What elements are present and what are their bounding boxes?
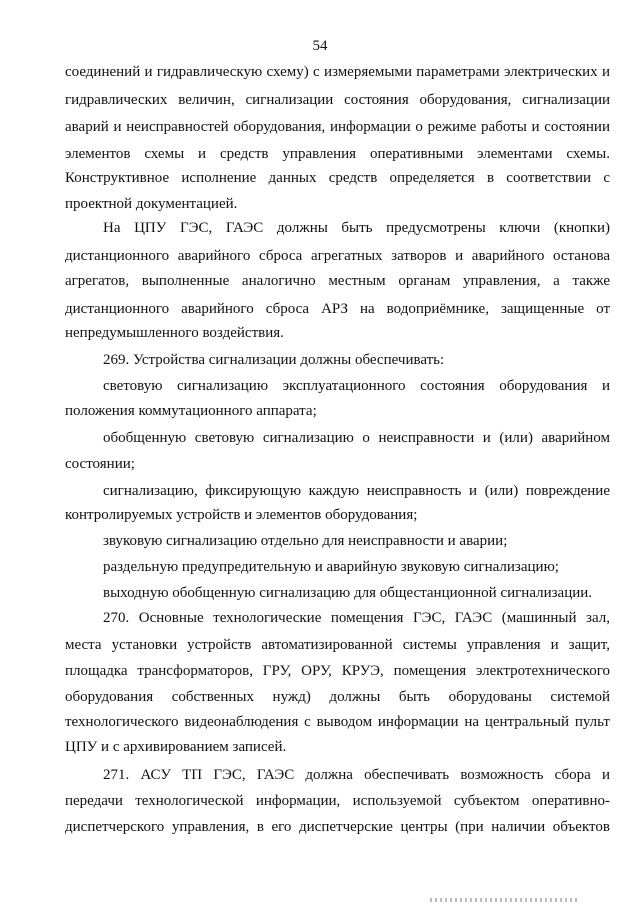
text-line: диспетчерского управления, в его диспетчерские центры (при наличии объектов: [65, 819, 610, 835]
page-number: 54: [312, 38, 328, 54]
text-line: выходную обобщенную сигнализацию для общестанционной сигнализации.: [103, 585, 593, 601]
text-line: дистанционного аварийного сброса АРЗ на водоприёмнике, защищенные от: [65, 301, 610, 317]
text-line: аварий и неисправностей оборудования, информации о режиме работы и состоянии: [65, 119, 610, 135]
text-line: гидравлических величин, сигнализации состояния оборудования, сигнализации: [65, 92, 610, 108]
text-line: непредумышленного воздействия.: [65, 325, 284, 341]
text-line: агрегатов, выполненные аналогично местным органам управления, а также: [65, 273, 610, 289]
text-line: передачи технологической информации, используемой субъектом оперативно-: [65, 793, 610, 809]
text-line: На ЦПУ ГЭС, ГАЭС должны быть предусмотрены ключи (кнопки): [103, 220, 610, 236]
text-line: дистанционного аварийного сброса агрегатных затворов и аварийного останова: [65, 248, 610, 264]
scan-edge-mark: [430, 898, 580, 902]
text-line: положения коммутационного аппарата;: [65, 403, 317, 419]
text-line: площадка трансформаторов, ГРУ, ОРУ, КРУЭ, помещения электротехнического: [65, 663, 610, 679]
text-line: технологического видеонаблюдения с выводом информации на центральный пульт: [65, 714, 610, 730]
text-line: 269. Устройства сигнализации должны обеспечивать:: [103, 352, 445, 368]
text-line: сигнализацию, фиксирующую каждую неисправность и (или) повреждение: [103, 483, 610, 499]
text-line: элементов схемы и средств управления оперативными элементами схемы.: [65, 146, 610, 162]
text-line: 271. АСУ ТП ГЭС, ГАЭС должна обеспечивать возможность сбора и: [103, 767, 610, 783]
text-line: соединений и гидравлическую схему) с измеряемыми параметрами электрических и: [65, 64, 610, 80]
text-line: состоянии;: [65, 456, 135, 472]
text-line: световую сигнализацию эксплуатационного состояния оборудования и: [103, 378, 610, 394]
text-line: звуковую сигнализацию отдельно для неисправности и аварии;: [103, 533, 508, 549]
text-line: места установки устройств автоматизированной системы управления и защит,: [65, 637, 610, 653]
text-line: 270. Основные технологические помещения ГЭС, ГАЭС (машинный зал,: [103, 610, 610, 626]
text-line: ЦПУ и с архивированием записей.: [65, 739, 287, 755]
text-line: проектной документацией.: [65, 196, 238, 212]
text-line: контролируемых устройств и элементов оборудования;: [65, 507, 418, 523]
text-line: обобщенную световую сигнализацию о неисправности и (или) аварийном: [103, 430, 610, 446]
text-line: Конструктивное исполнение данных средств определяется в соответствии с: [65, 170, 610, 186]
text-line: оборудования собственных нужд) должны быть оборудованы системой: [65, 689, 610, 705]
text-line: раздельную предупредительную и аварийную звуковую сигнализацию;: [103, 559, 559, 575]
